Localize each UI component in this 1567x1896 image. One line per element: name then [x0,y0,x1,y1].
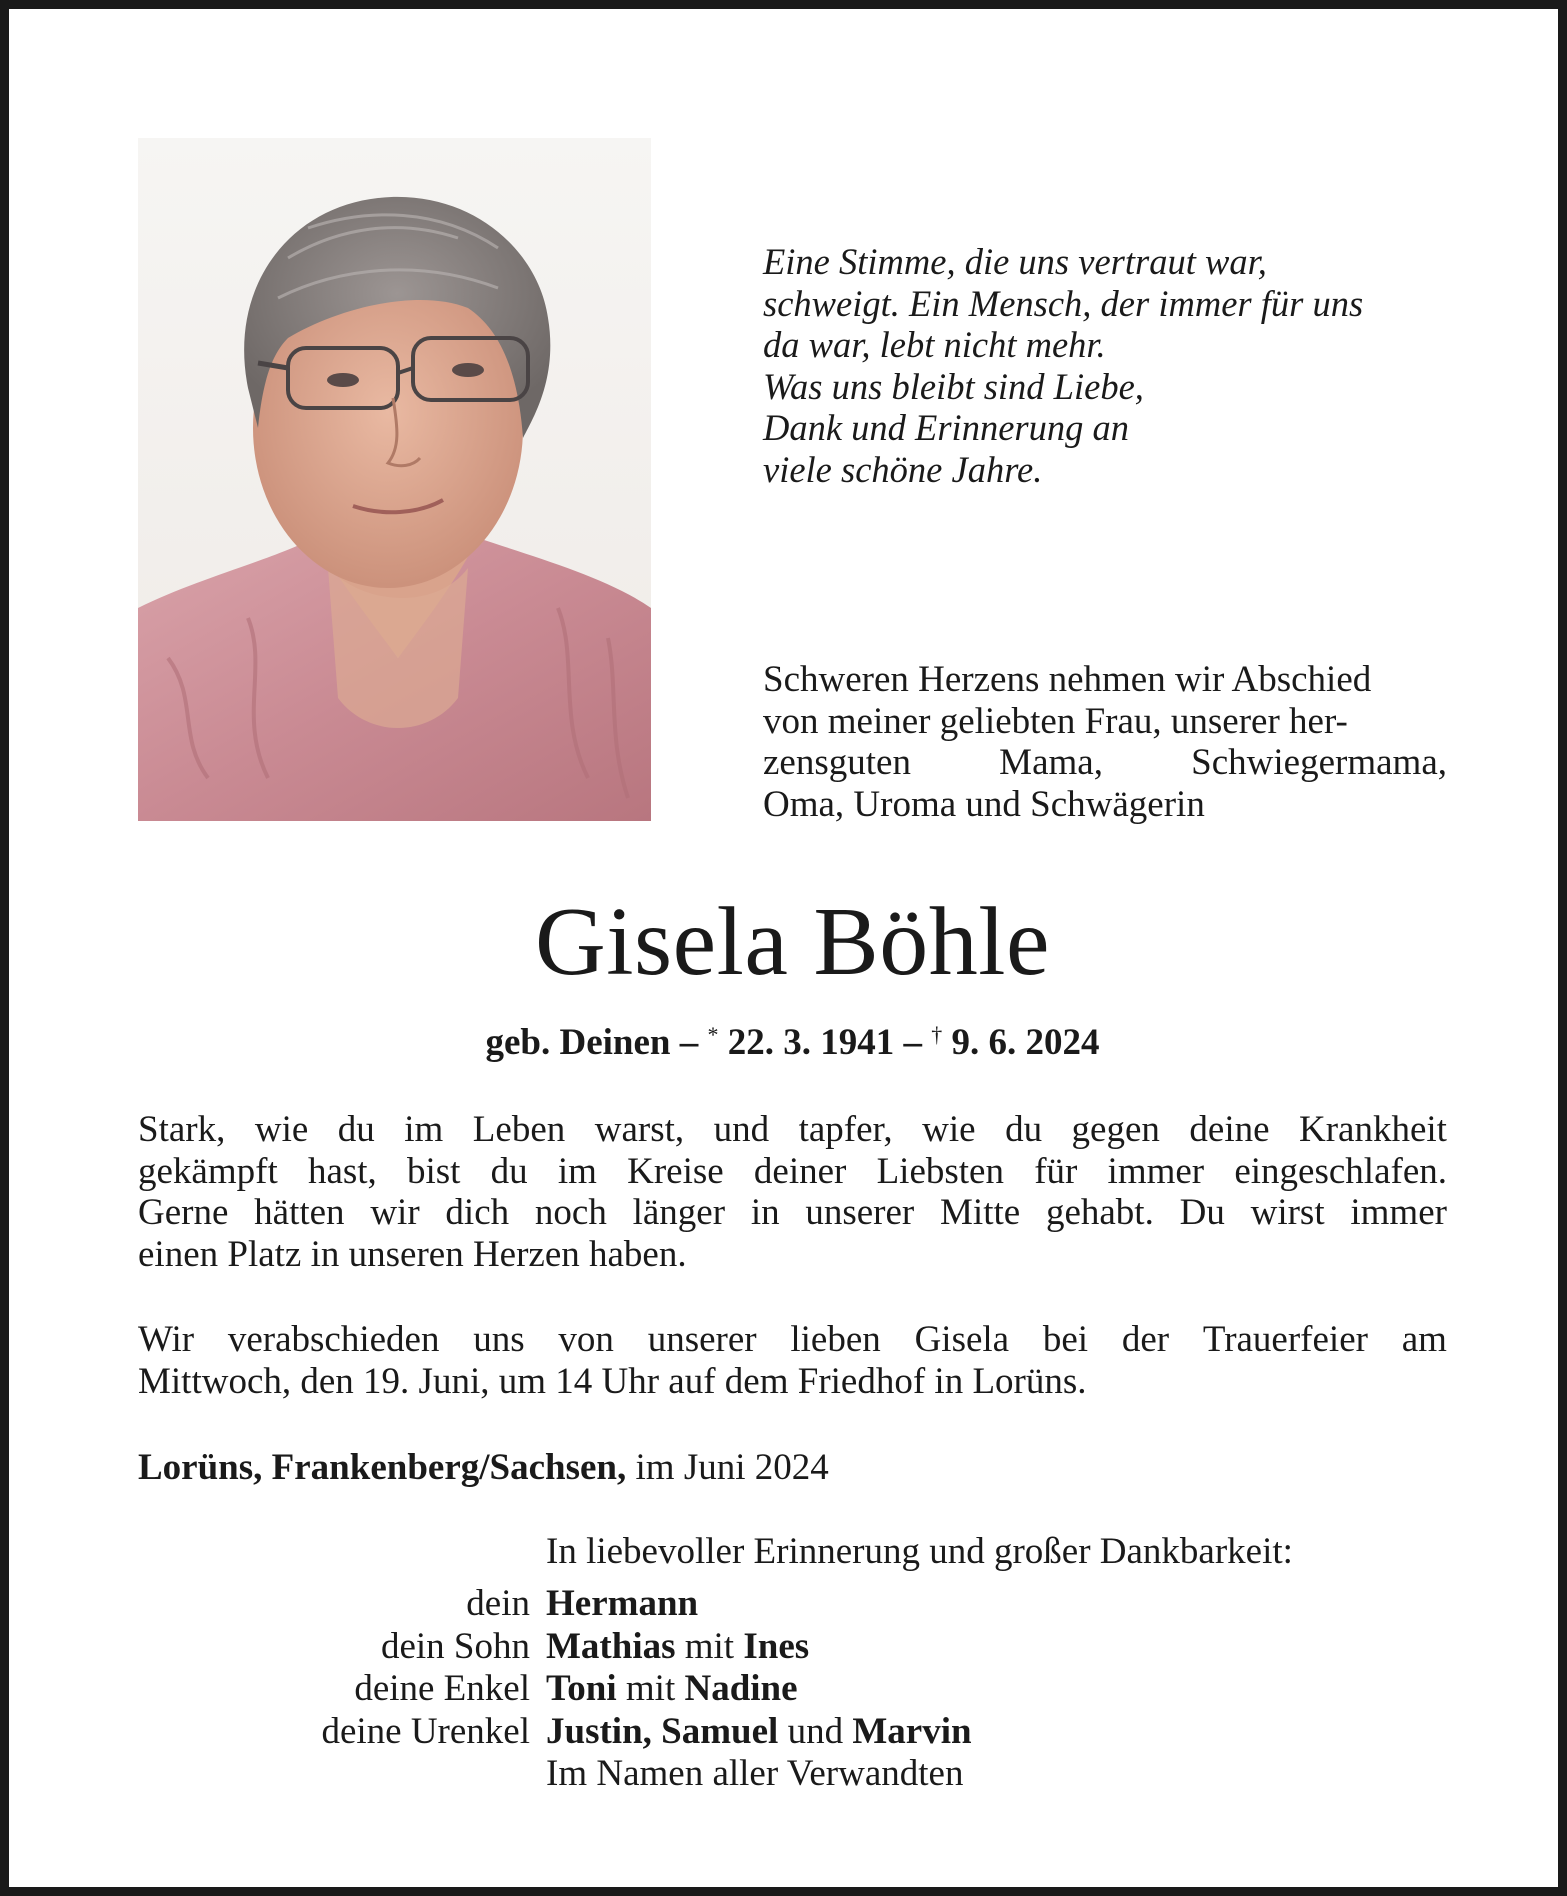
family-name: Ines [743,1625,810,1667]
family-signoff: Im Namen aller Verwandten [546,1753,964,1794]
word: Gerne [138,1192,229,1233]
word: lieben [790,1319,881,1360]
place-location: Lorüns, Frankenberg/Sachsen, [138,1447,627,1488]
family-row [138,1626,1447,1669]
family-relation: dein Sohn [380,1625,530,1667]
word: unserer [647,1319,757,1360]
family-relation: deine Enkel [354,1668,530,1709]
intro-line: Oma, Uroma und Schwägerin [763,783,1205,825]
family-names [546,1668,798,1711]
word: warst, [594,1109,685,1150]
portrait-photo [138,138,651,821]
paragraph-line [138,1151,1447,1193]
word: gegen [1071,1109,1160,1150]
memorial-quote [763,241,1463,490]
family-list [138,1583,1447,1796]
word: Mitte [940,1192,1021,1233]
family-row [138,1668,1447,1711]
word: Gisela [914,1319,1010,1360]
family-relation: dein [466,1583,530,1624]
word: wir [370,1192,420,1233]
word: gekämpft [138,1150,278,1192]
word: im [404,1109,444,1150]
intro-line-justified [763,742,1447,784]
word: in [750,1192,780,1233]
word: wie [254,1109,309,1150]
paragraph-line [138,1192,1447,1234]
funeral-paragraph [138,1319,1447,1402]
maiden-name: geb. Deinen – [485,1022,699,1063]
word: du [337,1109,375,1150]
word: für [1034,1150,1078,1192]
word: gehabt. [1045,1192,1154,1233]
intro-word: Mama, [999,742,1103,783]
word: eingeschlafen. [1234,1150,1447,1192]
word: immer [1350,1192,1447,1233]
paragraph-line: Mittwoch, den 19. Juni, um 14 Uhr auf dem Friedhof in Lorüns. [138,1360,1087,1402]
family-names [546,1711,972,1754]
family-name: Hermann [546,1583,699,1624]
quote-line: da war, lebt nicht mehr. [763,324,1106,365]
quote-line: Eine Stimme, die uns vertraut war, [763,241,1267,282]
quote-line: Dank und Erinnerung an [763,407,1129,448]
family-name: Mathias [546,1625,676,1667]
quote-line: viele schöne Jahre. [763,448,1043,490]
word: du [1005,1109,1043,1150]
intro-word: zensguten [763,742,911,783]
birth-star-icon: * [707,1022,719,1047]
word: unserer [805,1192,915,1233]
word: Du [1179,1192,1225,1233]
family-connector: mit [675,1625,744,1667]
word: von [558,1319,614,1360]
word: wie [922,1109,976,1150]
paragraph-line: einen Platz in unseren Herzen haben. [138,1233,687,1275]
place-date: im Juni 2024 [635,1447,829,1488]
farewell-intro [763,659,1447,825]
family-names [546,1753,963,1796]
life-dates [9,1013,1567,1065]
word: deine [1189,1109,1270,1150]
family-connector: mit [616,1668,685,1709]
word: länger [632,1192,726,1233]
family-row [138,1583,1447,1626]
family-names [546,1626,809,1669]
family-relation [138,1753,546,1796]
word: am [1401,1319,1447,1360]
paragraph-line [138,1319,1447,1361]
word: hast, [307,1150,377,1192]
word: hätten [254,1192,345,1233]
memory-line: In liebevoller Erinnerung und großer Dankbarkeit: [546,1531,1293,1572]
word: Trauerfeier [1202,1319,1368,1360]
word: Wir [138,1319,195,1360]
word: dich [445,1192,510,1233]
family-row [138,1753,1447,1796]
family-name: Nadine [684,1668,798,1709]
quote-line: Was uns bleibt sind Liebe, [763,365,1144,407]
tribute-paragraph [138,1109,1447,1275]
word: Kreise [627,1150,724,1192]
quote-line: schweigt. Ein Mensch, der immer für uns [763,282,1364,324]
birth-date: 22. 3. 1941 – [727,1022,922,1063]
word: Liebsten [876,1150,1004,1192]
intro-line: Schweren Herzens nehmen wir Abschied [763,659,1372,700]
word: wirst [1250,1192,1325,1233]
word: bist [407,1150,461,1192]
word: uns [473,1319,525,1360]
paragraph-line [138,1109,1447,1151]
intro-word: Schwiegermama, [1191,742,1447,783]
death-date: 9. 6. 2024 [951,1022,1100,1063]
word: verabschieden [227,1319,440,1360]
word: und [713,1109,770,1150]
word: noch [534,1192,607,1233]
word: bei [1042,1319,1089,1360]
family-names [546,1583,698,1626]
family-connector: und [778,1710,853,1752]
death-cross-icon: † [931,1022,943,1047]
family-row [138,1711,1447,1754]
family-name: Toni [546,1668,617,1709]
word: der [1121,1319,1170,1360]
word: du [490,1150,528,1192]
word: deiner [753,1150,847,1192]
word: Krankheit [1299,1109,1447,1150]
family-name: Marvin [852,1710,972,1752]
word: tapfer, [798,1109,893,1150]
word: im [557,1150,597,1192]
place-and-date [138,1447,829,1489]
word: Stark, [138,1109,226,1150]
word: Leben [472,1109,566,1150]
family-name: Justin, Samuel [546,1710,779,1752]
deceased-name: Gisela Böhle [535,888,1050,996]
word: immer [1107,1150,1205,1192]
intro-line: von meiner geliebten Frau, unserer her- [763,700,1348,742]
family-relation: deine Urenkel [321,1710,530,1752]
